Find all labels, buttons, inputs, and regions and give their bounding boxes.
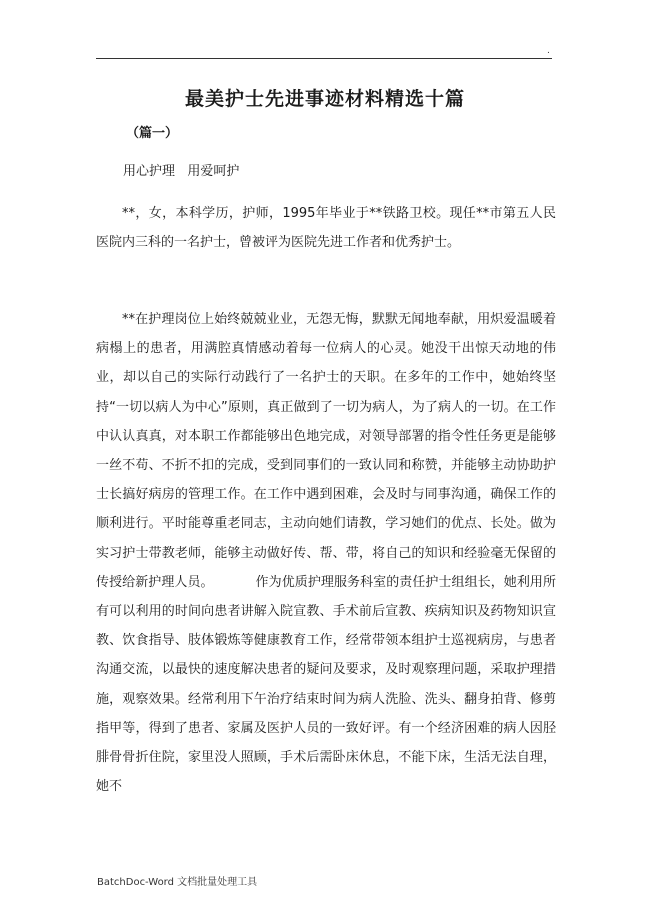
footer-watermark: BatchDoc-Word 文档批量处理工具 bbox=[97, 877, 258, 888]
header-mark: . bbox=[547, 46, 550, 56]
header-rule bbox=[96, 58, 552, 59]
paragraph-intro: **，女，本科学历，护师，1995年毕业于**铁路卫校。现任**市第五人民医院内三科的一名护士，曾被评为医院先进工作者和优秀护士。 bbox=[96, 206, 556, 251]
section-label: （篇一） bbox=[126, 126, 179, 141]
article-subtitle: 用心护理 用爱呵护 bbox=[123, 164, 240, 179]
paragraph-body: **在护理岗位上始终兢兢业业，无怨无悔，默默无闻地奉献，用炽爱温暖着病榻上的患者，用满腔真情感动着每一位病人的心灵。她没干出惊天动地的伟业，却以自己的实际行动践行了一名护士的天职。在多年的工作中，她始终坚持“一切以病人为中心”原则，真正做到了一切为病人，为了病人的一切。在工作中认认真真，对本职工作都能够出色地完成，对领导部署的指令性任务更是能够一丝不苟、不折不扣的完成，受到同事们的一致认同和称赞，并能够主动协助护士长搞好病房的管理工作。在工作中遇到困难，会及时与同事沟通，确保工作的顺利进行。平时能尊重老同志，主动向她们请教，学习她们的优点、长处。做为实习护士带教老师，能够主动做好传、帮、带，将自己的知识和经验毫无保留的传授给新护理人员。 作为优质护理服务科室的责任护士组组长，她利用所有可以利用的时间向患者讲解入院宣教、手术前后宣教、疾病知识及药物知识宣教、饮食指导、肢体锻炼等健康教育工作，经常带领本组护士巡视病房，与患者沟通交流，以最快的速度解决患者的疑问及要求，及时观察理问题，采取护理措施，观察效果。经常利用下午治疗结束时间为病人洗脸、洗头、翻身拍背、修剪指甲等，得到了患者、家属及医护人员的一致好评。有一个经济困难的病人因胫腓骨骨折住院，家里没人照顾，手术后需卧床休息，不能下床，生活无法自理，她不 bbox=[96, 312, 556, 795]
document-title: 最美护士先进事迹材料精选十篇 bbox=[184, 88, 465, 110]
